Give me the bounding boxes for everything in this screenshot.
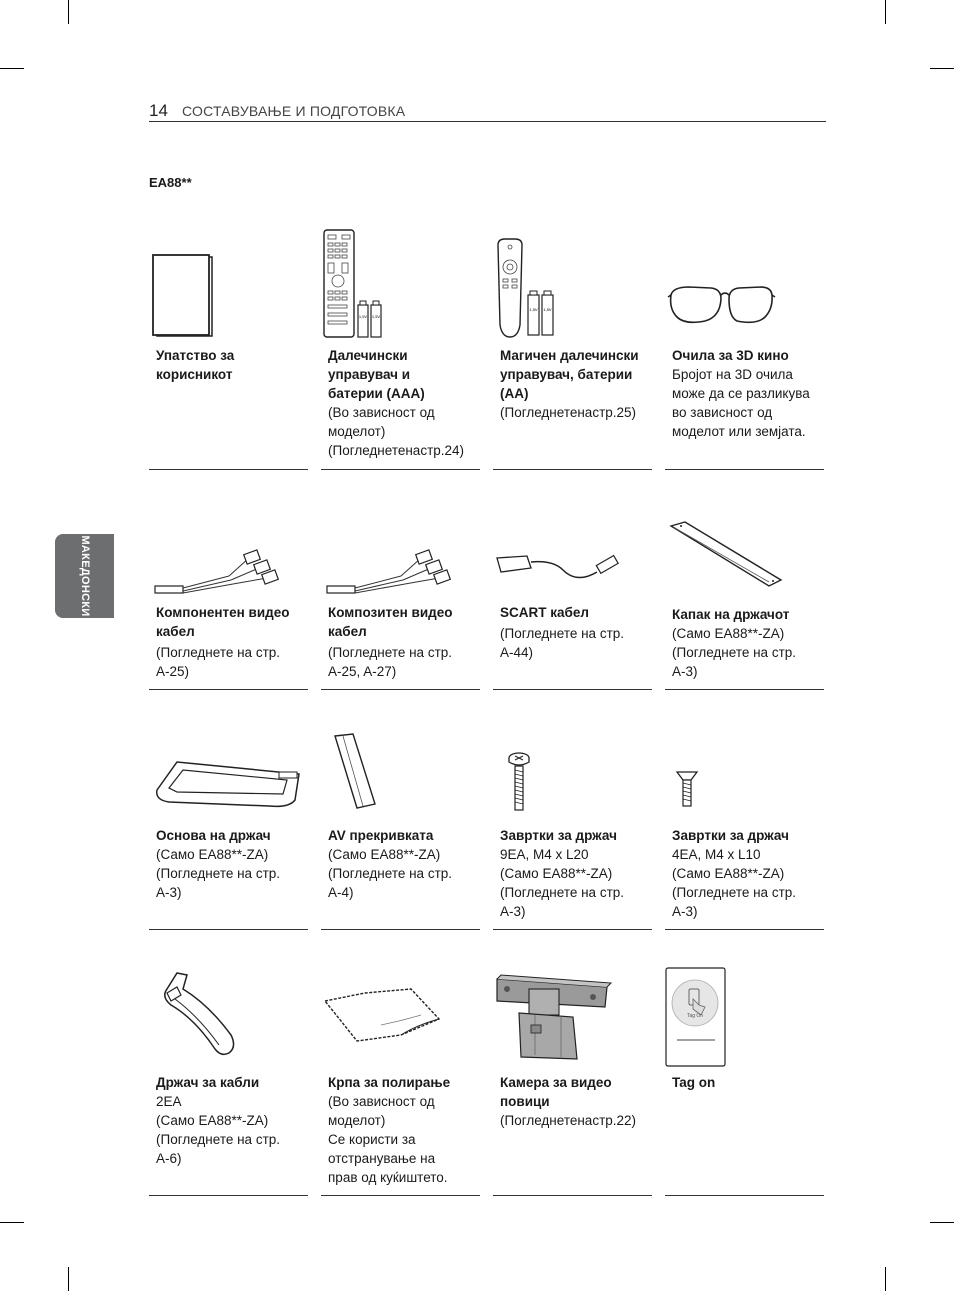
page-number: 14 [149,101,168,120]
item-name: Држач за кабли [156,1075,260,1090]
item-name: Магичен далечински управувач, батерии (AA) [500,348,639,401]
item-description: 4EA, M4 x L10 (Само EA88**-ZA) (Погледнете на стр. A-3) [672,847,797,919]
item-stand-base [149,730,308,930]
battery-label: 1,5V [529,307,538,312]
item-name: AV прекривката [328,828,434,843]
item-description: (Во зависност од моделот) (Погледнетенастр.24) [328,405,465,458]
item-name: Упатство за корисникот [156,348,235,382]
battery-label: 1,5V [543,307,552,312]
language-tab-label: МАКЕДОНСКИ [78,535,91,617]
crop-mark [68,0,69,24]
item-name: Камера за видео повици [500,1075,612,1109]
item-description: (Само EA88**-ZA) (Погледнете на стр. A-3) [672,626,797,679]
item-owners-manual [149,225,308,470]
crop-mark [885,1267,886,1291]
item-remote-control [321,225,480,470]
item-description: (Погледнетенастр.25) [500,405,637,420]
item-stand-cover [665,520,824,690]
item-video-call-camera [493,965,652,1196]
crop-mark [885,0,886,24]
item-description: (Погледнете на стр. A-25, A-27) [328,645,453,679]
battery-label: 1,5V [371,314,381,319]
item-name: Далечински управувач и батерии (AAA) [328,348,425,401]
item-description: (Погледнетенастр.22) [500,1113,637,1128]
item-name: Композитен видео кабел [328,605,453,639]
item-magic-remote [493,225,652,470]
language-tab [55,534,114,618]
item-stand-screws-l20 [493,730,652,930]
model-label: EA88** [149,175,192,190]
item-description: (Само EA88**-ZA) (Погледнете на стр. A-4) [328,847,453,900]
item-description: (Само EA88**-ZA) (Погледнете на стр. A-3) [156,847,281,900]
page-header [149,100,826,122]
item-description: 9EA, M4 x L20 (Само EA88**-ZA) (Погледнете на стр. A-3) [500,847,625,919]
item-name: Компонентен видео кабел [156,605,290,639]
item-description: (Погледнете на стр. A-25) [156,645,281,679]
crop-mark [930,1222,954,1223]
item-name: Tag on [672,1075,716,1090]
item-description: (Погледнете на стр. A-44) [500,626,625,660]
item-description: 2EA (Само EA88**-ZA) (Погледнете на стр. A-6) [156,1094,281,1166]
item-description: (Во зависност од моделот) Се користи за отстранување на прав од куќиштето. [328,1094,448,1185]
item-av-cover [321,730,480,930]
crop-mark [930,68,954,69]
item-scart-cable [493,520,652,690]
item-name: Очила за 3D кино [672,348,789,363]
item-stand-screws-l10 [665,730,824,930]
item-cable-holder [149,965,308,1196]
item-name: Завртки за држач [500,828,617,843]
item-component-cable [149,520,308,690]
item-name: Крпа за полирање [328,1075,451,1090]
item-description: Бројот на 3D очила може да се разликува во зависност од моделот или земјата. [672,367,810,439]
crop-mark [0,68,24,69]
section-title: СОСТАВУВАЊЕ И ПОДГОТОВКА [182,103,406,119]
item-composite-cable [321,520,480,690]
battery-label: 1,5V [358,314,368,319]
item-name: SCART кабел [500,605,589,620]
crop-mark [0,1222,24,1223]
tag-label: Tag On [686,1013,704,1019]
item-tag-on [665,965,824,1196]
item-name: Капак на држачот [672,607,790,622]
item-3d-glasses [665,225,824,470]
item-name: Завртки за држач [672,828,789,843]
crop-mark [68,1267,69,1291]
item-polishing-cloth [321,965,480,1196]
item-name: Основа на држач [156,828,271,843]
